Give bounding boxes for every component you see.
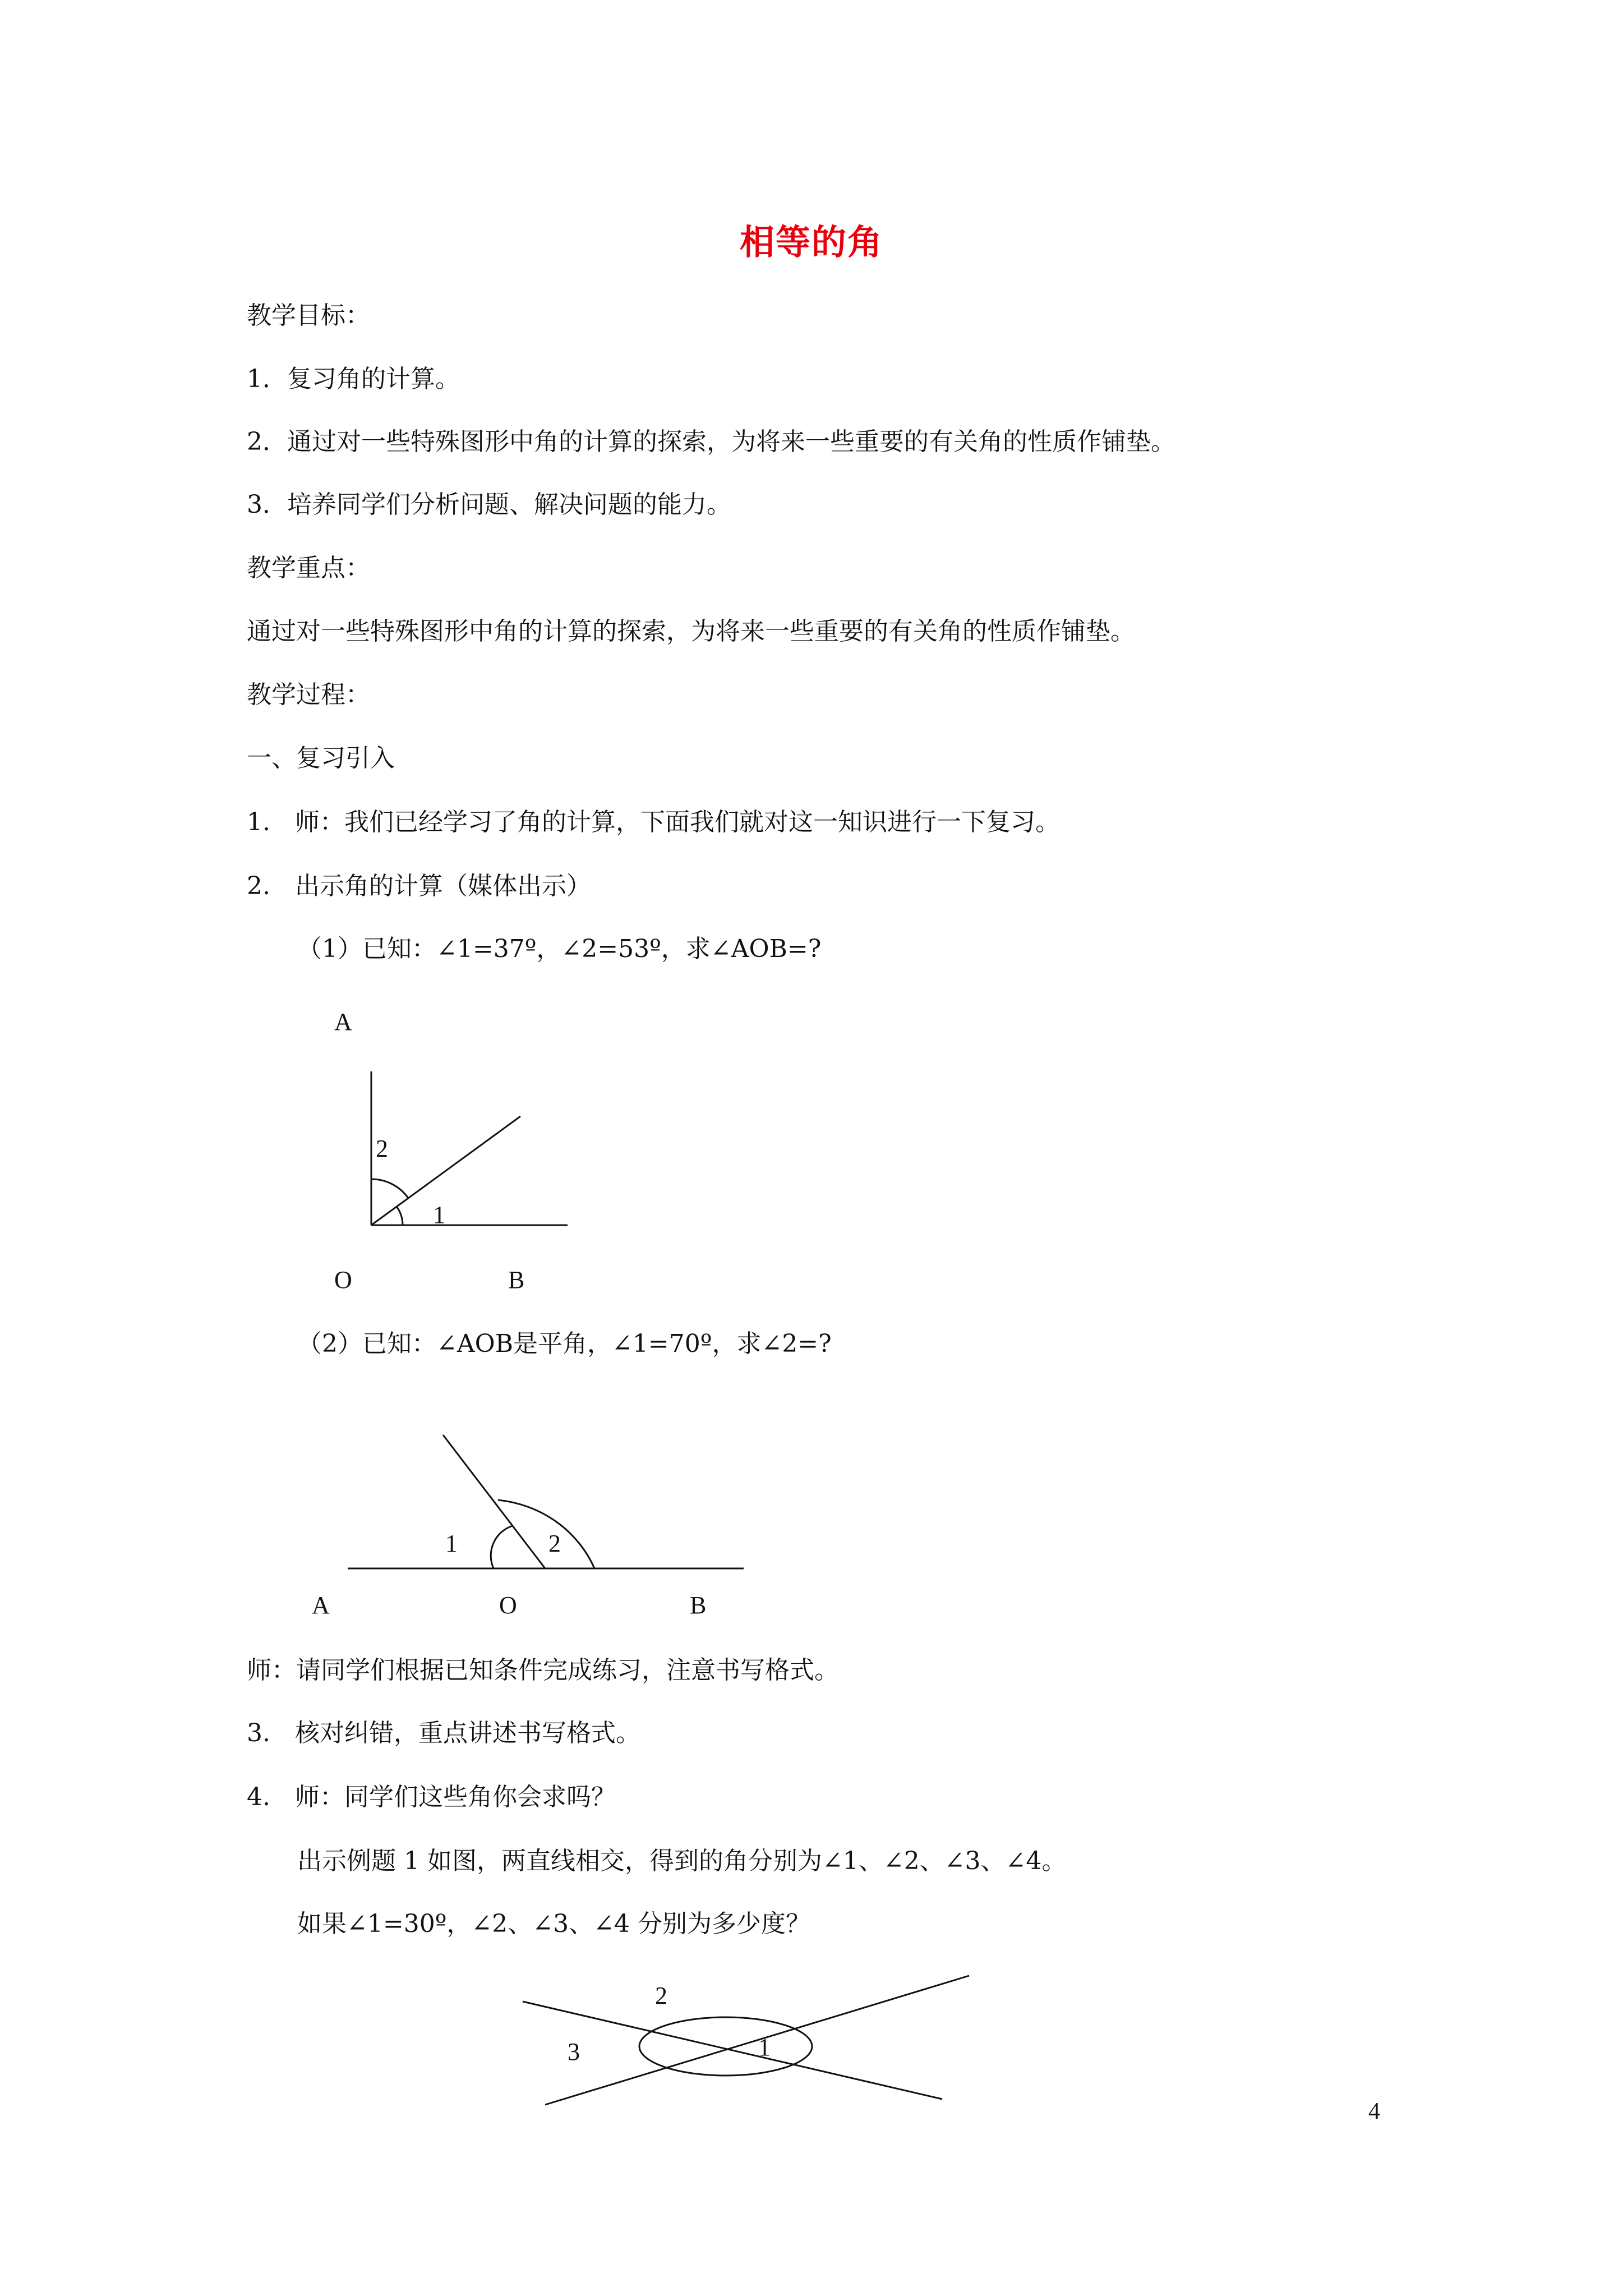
figure-2-label-a: A [312,1591,330,1619]
objectives-heading: 教学目标： [247,301,370,330]
problem-2: （2）已知：∠AOB是平角，∠1=70º，求∠2=? [297,1329,832,1358]
figure-3-label-2: 2 [655,1982,667,2009]
ray-oc [443,1435,545,1568]
figure-1-label-a: A [334,1008,352,1036]
figure-3-label-1: 1 [758,2033,771,2061]
objective-item: 3．培养同学们分析问题、解决问题的能力。 [247,490,731,519]
figure-3-label-3: 3 [568,2038,580,2065]
problem-1: （1）已知：∠1=37º，∠2=53º，求∠AOB=? [297,935,822,963]
page-number: 4 [1368,2099,1380,2124]
figure-1-label-b: B [508,1266,525,1294]
figure-2-straight-angle-diagram [303,1419,751,1627]
figure-1-label-1: 1 [433,1201,445,1228]
angle-2-arc [498,1500,594,1568]
step-item: 2. 出示角的计算（媒体出示） [247,872,591,900]
figure-2-label-1: 1 [445,1530,458,1557]
step-item: 4. 师：同学们这些角你会求吗？ [247,1783,616,1811]
objective-item: 1．复习角的计算。 [247,365,460,393]
line-1 [523,2001,942,2099]
process-heading: 教学过程： [247,680,370,709]
figure-1-label-o: O [334,1266,352,1294]
example-1-question: 如果∠1=30º，∠2、∠3、∠4 分别为多少度？ [297,1910,810,1938]
figure-2-label-o: O [499,1591,517,1619]
figure-1-label-2: 2 [376,1135,388,1162]
angle-2-arc [371,1179,408,1198]
angle-1-arc [397,1207,403,1225]
document-title: 相等的角 [739,222,883,263]
figure-3-intersecting-lines-diagram [505,1963,987,2120]
figure-1-angle-diagram [314,999,594,1301]
step-item: 1. 师：我们已经学习了角的计算，下面我们就对这一知识进行一下复习。 [247,808,1060,836]
angle-marker-ellipse [639,2017,812,2076]
example-1-text: 出示例题 1 如图，两直线相交，得到的角分别为∠1、∠2、∠3、∠4。 [297,1847,1067,1875]
angle-1-arc [491,1526,513,1568]
step-item: 3. 核对纠错，重点讲述书写格式。 [247,1719,640,1747]
ray-middle [371,1116,520,1225]
figure-2-label-2: 2 [548,1530,561,1557]
teacher-note: 师：请同学们根据已知条件完成练习，注意书写格式。 [247,1656,839,1685]
key-point-text: 通过对一些特殊图形中角的计算的探索，为将来一些重要的有关角的性质作铺垫。 [247,617,1135,646]
line-2 [545,1976,969,2105]
key-point-heading: 教学重点： [247,554,370,582]
section-heading: 一、复习引入 [247,744,395,772]
figure-2-label-b: B [690,1591,707,1619]
objective-item: 2．通过对一些特殊图形中角的计算的探索，为将来一些重要的有关角的性质作铺垫。 [247,427,1175,456]
